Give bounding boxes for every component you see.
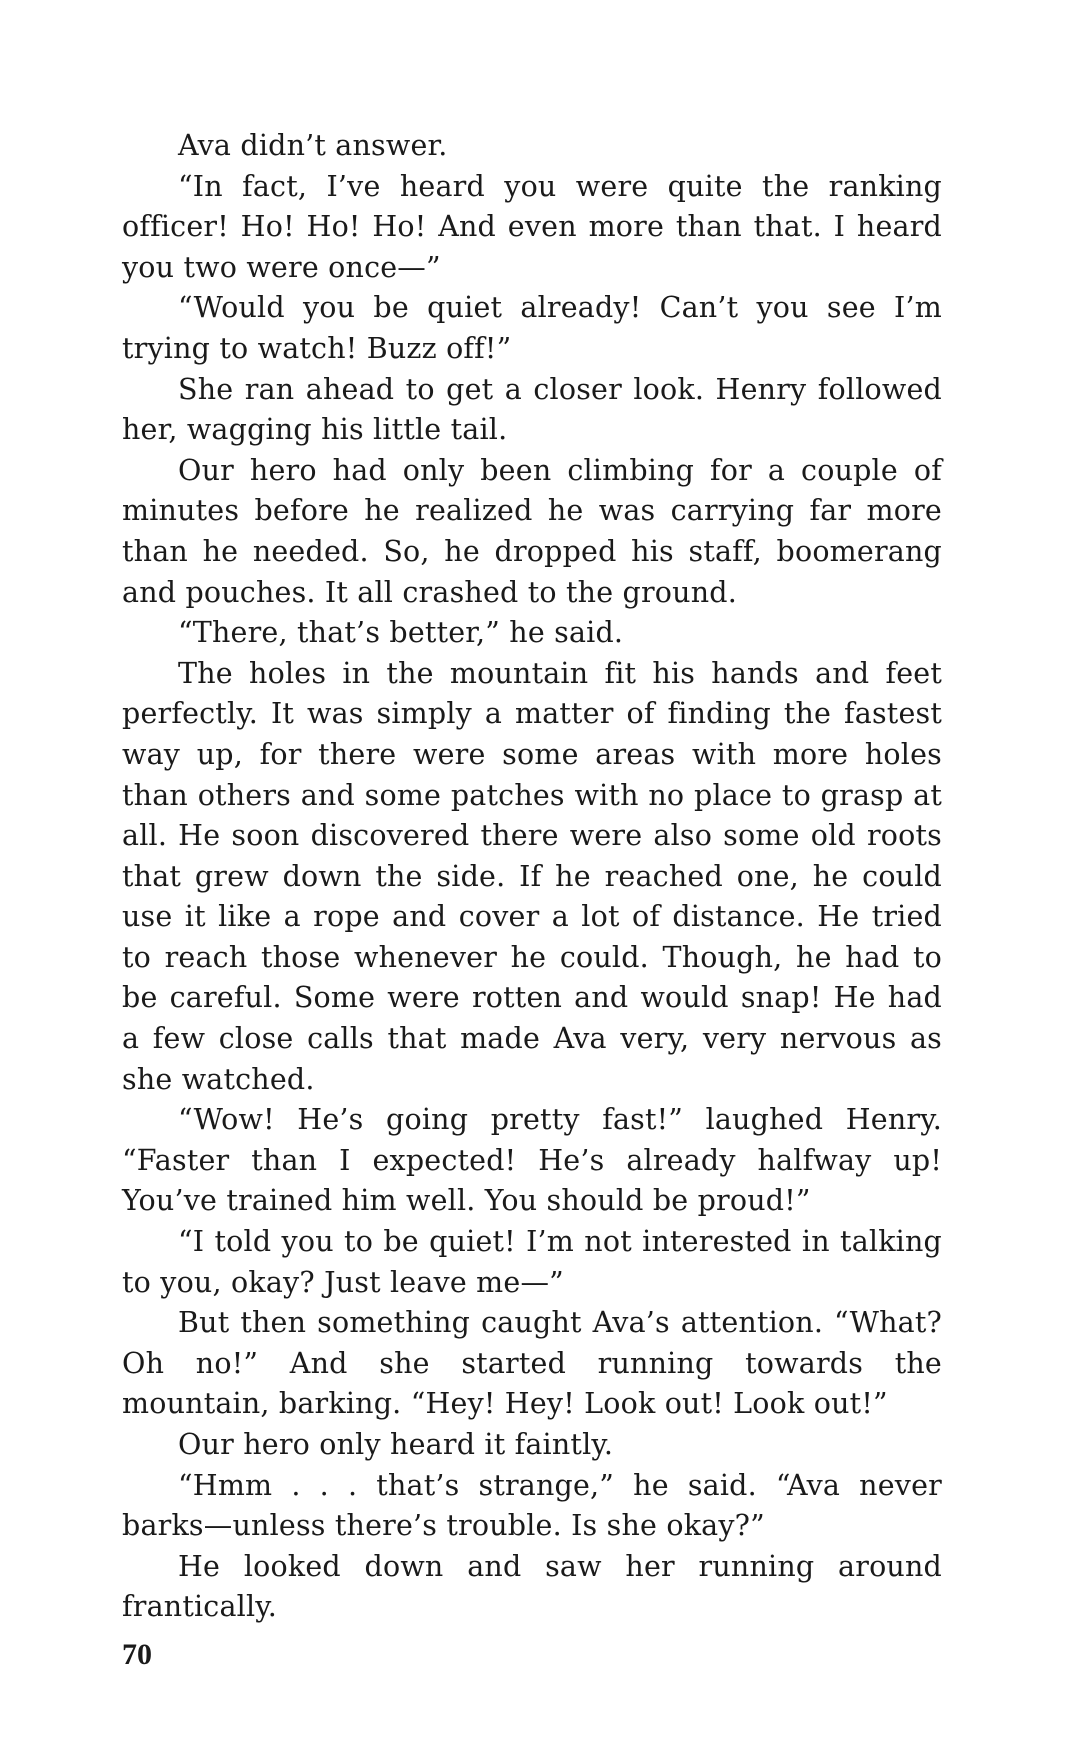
paragraph: The holes in the mountain fit his hands and feet perfectly. It was simply a matter of finding the fastest way up, for there were some areas with more holes than others and some patches with no place to grasp at all. He soon discovered there were also some old roots that grew down the side. If he reached one, he could use it like a rope and cover a lot of distance. He tried to reach those whenever he could. Though, he had to be careful. Some were rotten and would snap! He had a few close calls that made Ava very, very nervous as she watched. — [122, 656, 942, 1096]
paragraph: Our hero had only been climbing for a couple of minutes before he realized he was carrying far more than he needed. So, he dropped his staff, boomerang and pouches. It all crashed to the ground. — [122, 453, 942, 609]
paragraph: He looked down and saw her running around frantically. — [122, 1549, 942, 1624]
paragraph: Our hero only heard it faintly. — [178, 1428, 614, 1461]
paragraph: “There, that’s better,” he said. — [178, 616, 624, 650]
paragraph: “I told you to be quiet! I’m not interested in talking to you, okay? Just leave me—” — [122, 1225, 942, 1299]
paragraph: “Hmm . . . that’s strange,” he said. “Ava never barks—unless there’s trouble. Is she okay?” — [122, 1468, 942, 1543]
body-text — [122, 126, 942, 1628]
paragraph: “Would you be quiet already! Can’t you see I’m trying to watch! Buzz off!” — [122, 291, 942, 365]
paragraph: She ran ahead to get a closer look. Henry followed her, wagging his little tail. — [122, 372, 942, 447]
paragraph: “In fact, I’ve heard you were quite the ranking officer! Ho! Ho! Ho! And even more than that. I heard you two were once—” — [122, 169, 942, 284]
paragraph: Ava didn’t answer. — [178, 129, 448, 162]
paragraph: “Wow! He’s going pretty fast!” laughed Henry. “Faster than I expected! He’s already halfway up! You’ve trained him well. You should be proud!” — [122, 1103, 942, 1218]
page-number: 70 — [122, 1638, 152, 1671]
paragraph: But then something caught Ava’s attention. “What? Oh no!” And she started running towards the mountain, barking. “Hey! Hey! Look out! Look out!” — [122, 1306, 942, 1421]
